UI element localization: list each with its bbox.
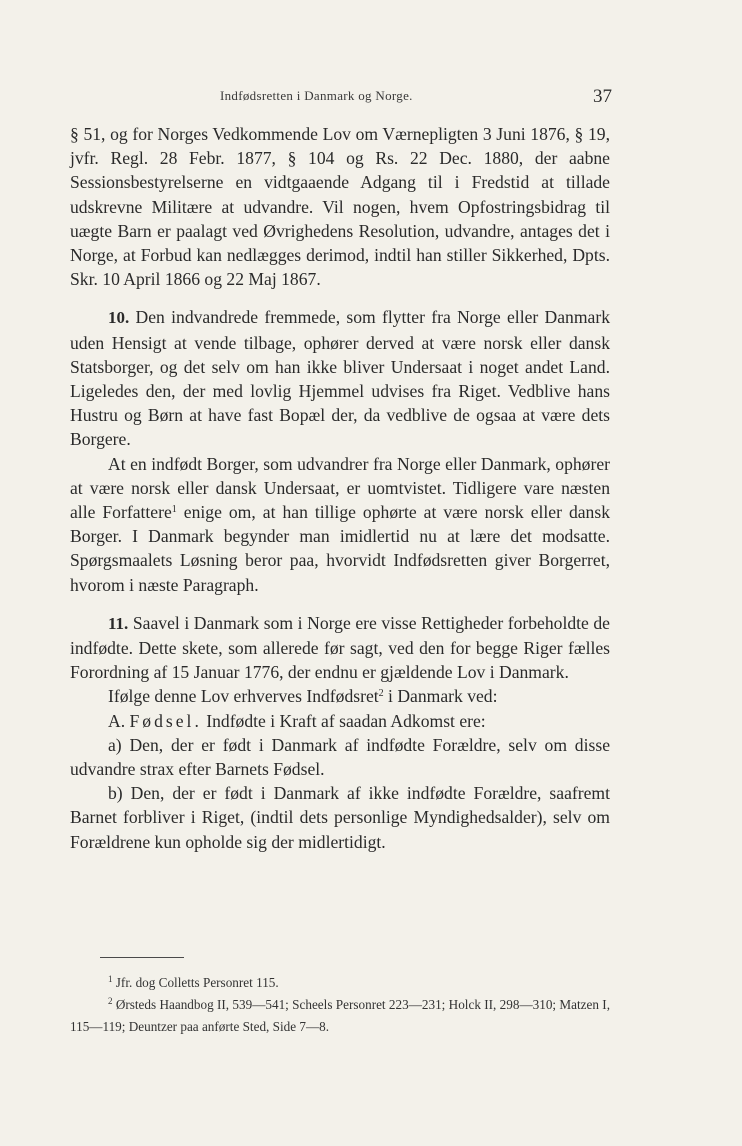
running-head: Indfødsretten i Danmark og Norge. [220, 88, 413, 103]
subsection-a-text: Indfødte i Kraft af saadan Adkomst ere: [201, 710, 486, 731]
section-10-paragraph [70, 305, 610, 451]
footnote-2-mark: 2 [108, 996, 113, 1006]
footnote-2 [70, 994, 610, 1038]
section-11-p2-start: Ifølge denne Lov erhverves Indfødsret [108, 686, 379, 707]
section-10-number: 10. [108, 308, 130, 328]
main-text [70, 122, 610, 854]
section-11-second-paragraph [70, 684, 610, 708]
paragraph-continuation: § 51, og for Norges Vedkommende Lov om Værnepligten 3 Juni 1876, § 19, jvfr. Regl. 28 Febr. 1877, § 104 og Rs. 22 Dec. 1880, der aabne Sessionsbestyrelserne en vidtgaaende Adgang til i Fredstid at tillade udskrevne Militære at udvandre. Vil nogen, hvem Opfostringsbidrag til uægte Barn er paalagt ved Øvrighedens Resolution, udvandre, antages det i Norge, at Forbud kan nedlægges derimod, indtil han stiller Sikkerhed, Dpts. Skr. 10 April 1866 og 22 Maj 1867. [70, 124, 610, 290]
subsection-a-heading: Fødsel. [129, 710, 202, 731]
footnote-divider [100, 957, 184, 958]
section-11-p2-end: i Danmark ved: [383, 686, 498, 707]
section-11-paragraph [70, 611, 610, 685]
footnote-2-text: Ørsteds Haandbog II, 539—541; Scheels Personret 223—231; Holck II, 298—310; Matzen I, 115—119; Deuntzer paa anførte Sted, Side 7—8. [70, 997, 610, 1034]
page-number: 37 [593, 86, 612, 107]
list-item-b: b) Den, der er født i Danmark af ikke indfødte Forældre, saafremt Barnet forbliver i Riget, (indtil dets personlige Myndighedsalder), selv om Forældrene kun opholde sig der midlertidigt. [70, 783, 610, 852]
subsection-a-label: A. [108, 710, 126, 731]
footnotes [70, 972, 610, 1038]
list-item-a: a) Den, der er født i Danmark af indfødte Forældre, selv om disse udvandre strax efter Barnets Fødsel. [70, 734, 610, 780]
section-11-number: 11. [108, 613, 129, 633]
section-10-p2-end: enige om, at han tillige ophørte at være norsk eller dansk Borger. I Danmark begynder man imidlertid nu at lære det modsatte. Spørgsmaalets Løsning beror paa, hvorvidt Indfødsretten giver Borgerret, hvorom i næste Paragraph. [70, 502, 610, 595]
subsection-a [70, 709, 610, 733]
section-10-text: Den indvandrede fremmede, som flytter fra Norge eller Danmark uden Hensigt at vende tilbage, ophører derved at være norsk eller dansk Statsborger, og det selv om han ikke bliver Undersaat i noget andet Land. Ligeledes den, der med lovlig Hjemmel udvises fra Riget. Vedblive hans Hustru og Børn at have fast Bopæl der, da vedblive de ogsaa at være dets Borgere. [70, 307, 611, 450]
footnote-1 [70, 972, 610, 994]
footnote-ref-2: 2 [378, 688, 384, 700]
section-11-text: Saavel i Danmark som i Norge ere visse Rettigheder forbeholdte de indfødte. Dette skete, som allerede før sagt, ved den for begge Riger fælles Forordning af 15 Januar 1776, der endnu er gjældende Lov i Danmark. [70, 612, 610, 683]
section-10-p2-start: At en indfødt Borger, som udvandrer fra Norge eller Danmark, ophører at være norsk eller dansk Undersaat, er uomtvistet. Tidligere vare næsten alle Forfattere [70, 453, 610, 523]
page-header [70, 86, 614, 112]
footnote-1-text: Jfr. dog Colletts Personret 115. [112, 975, 279, 990]
footnote-1-mark: 1 [108, 974, 113, 984]
section-10-second-paragraph [70, 452, 610, 597]
footnote-ref-1: 1 [171, 504, 177, 516]
